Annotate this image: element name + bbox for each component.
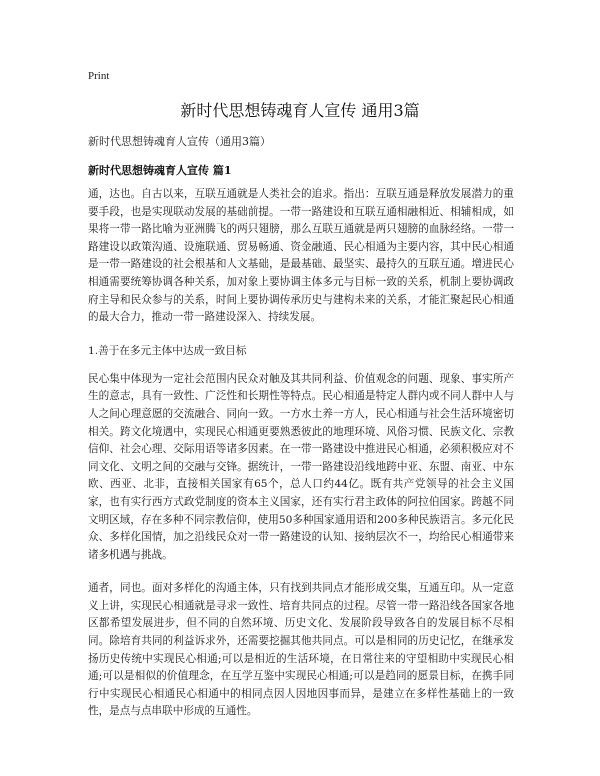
print-link[interactable]: Print xyxy=(88,70,110,82)
paragraph-2: 通者，同也。面对多样化的沟通主体，只有找到共同点才能形成交集，互通互印。从一定意义上讲，实现民心相通就是寻求一致性、培育共同点的过程。尽管一带一路沿线各国家各地区都希望发展进步，但不同的自然环境、历史文化、发展阶段导致各自的发展目标不尽相同。除培育共同的利益诉求外，还需要挖掘其他共同点。可以是相同的历史记忆，在继承发扬历史传统中实现民心相通;可以是相近的生活环境，在日常往来的守望相助中实现民心相通;可以是相似的价值理念，在互学互鉴中实现民心相通;可以是趋同的愿景目标，在携手同行中实现民心相通民心相通中的相同点因人因地因事而异，是建立在多样性基础上的一致性，是点与点串联中形成的互通性。 xyxy=(88,582,514,718)
document-subtitle: 新时代思想铸魂育人宣传（通用3篇） xyxy=(88,135,271,148)
article-body xyxy=(88,186,514,737)
section-heading: 新时代思想铸魂育人宣传 篇1 xyxy=(88,164,232,177)
paragraph-1: 民心集中体现为一定社会范围内民众对触及其共同利益、价值观念的问题、现象、事实所产生的意志，具有一致性、广泛性和长期性等特点。民心相通是特定人群内或不同人群中人与人之间心理意愿的交流融合、同向一致。一方水土养一方人，民心相通与社会生活环境密切相关。跨文化境遇中，实现民心相通更要熟悉彼此的地理环境、风俗习惯、民族文化、宗教信仰、社会心理、交际用语等诸多因素。在一带一路建设中推进民心相通，必须积极应对不同文化、文明之间的交融与交锋。据统计，一带一路建设沿线地跨中亚、东盟、南亚、中东欧、西亚、北非，直接相关国家有65个，总人口约44亿。既有共产党领导的社会主义国家，也有实行西方式政党制度的资本主义国家，还有实行君主政体的阿拉伯国家。跨越不同文明区域，存在多种不同宗教信仰，使用50多种国家通用语和200多种民族语言。多元化民众、多样化国情，加之沿线民众对一带一路建设的认知、接纳层次不一，均给民心相通带来诸多机遇与挑战。 xyxy=(88,372,514,561)
subheading-1: 1.善于在多元主体中达成一致目标 xyxy=(88,344,247,357)
paragraph-intro: 通，达也。自古以来，互联互通就是人类社会的追求。指出：互联互通是释放发展潜力的重要手段，也是实现联动发展的基础前提。一带一路建设和互联互通相融相近、相辅相成，如果将一带一路比喻为亚洲腾飞的两只翅膀，那么互联互通就是两只翅膀的血脉经络。一带一路建设以政策沟通、设施联通、贸易畅通、资金融通、民心相通为主要内容，其中民心相通是一带一路建设的社会根基和人文基础，是最基础、最坚实、最持久的互联互通。增进民心相通需要统筹协调各种关系，加对象上要协调主体多元与目标一致的关系，机制上要协调政府主导和民众参与的关系，时间上要协调传承历史与建构未来的关系，才能汇聚起民心相通的最大合力，推动一带一路建设深入、持续发展。 xyxy=(88,188,514,324)
document-title: 新时代思想铸魂育人宣传 通用3篇 xyxy=(180,101,420,120)
